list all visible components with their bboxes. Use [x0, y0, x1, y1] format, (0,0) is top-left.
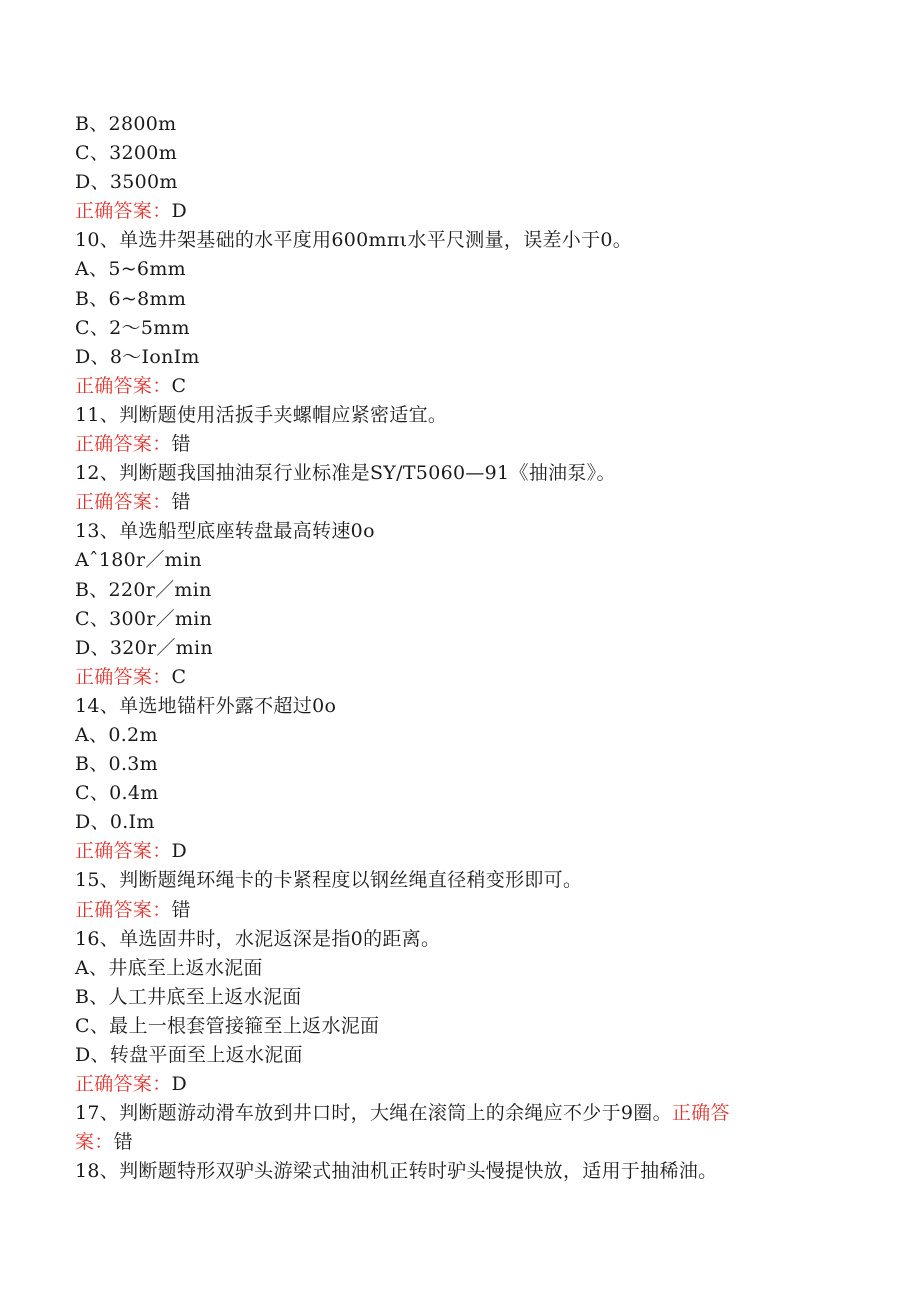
question-18	[75, 1157, 835, 1186]
option-line	[75, 750, 835, 779]
answer-value: 错	[171, 433, 191, 456]
option-text: A、井底至上返水泥面	[75, 956, 263, 979]
question-list	[75, 110, 835, 1099]
answer-label-part2: 案：	[75, 1131, 114, 1154]
document-page	[75, 110, 835, 1186]
option-text: D、0.Im	[75, 811, 155, 834]
option-line	[75, 314, 835, 343]
question-text: 10、单选井架基础的水平度用600mπι水平尺测量，误差小于0。	[75, 229, 633, 252]
option-text: A、0.2m	[75, 723, 158, 746]
option-line	[75, 110, 835, 139]
question-text: 15、判断题绳环绳卡的卡紧程度以钢丝绳直径稍变形即可。	[75, 869, 583, 892]
option-text: C、2～5mm	[75, 316, 190, 339]
option-line	[75, 255, 835, 284]
option-text: D、转盘平面至上返水泥面	[75, 1044, 303, 1066]
answer-line	[75, 197, 835, 226]
answer-value: 错	[171, 898, 191, 921]
option-text: C、300r／min	[75, 607, 213, 630]
option-line	[75, 721, 835, 750]
answer-label-part1: 正确答	[671, 1102, 730, 1125]
answer-value: D	[171, 840, 188, 863]
option-line	[75, 285, 835, 314]
option-line	[75, 139, 835, 168]
option-line	[75, 605, 835, 634]
option-line	[75, 546, 835, 575]
option-text: D、320r／min	[75, 636, 213, 659]
option-line	[75, 1041, 835, 1070]
question-text: 11、判断题使用活扳手夹螺帽应紧密适宜。	[75, 403, 448, 426]
answer-value: 错	[113, 1131, 133, 1154]
option-text: C、3200m	[75, 142, 178, 165]
question-line	[75, 517, 835, 546]
answer-line	[75, 488, 835, 517]
option-text: A、5~6mm	[75, 258, 186, 281]
answer-label: 正确答案：	[75, 491, 172, 514]
question-text: 12、判断题我国抽油泵行业标准是SY/T5060—91《抽油泵》。	[75, 462, 616, 485]
question-text: 18、判断题特形双驴头游梁式抽油机正转时驴头慢提快放，适用于抽稀油。	[75, 1160, 718, 1183]
option-line	[75, 779, 835, 808]
option-text: B、0.3m	[75, 753, 158, 776]
answer-label: 正确答案：	[75, 374, 172, 397]
answer-line	[75, 430, 835, 459]
option-text: B、2800m	[75, 113, 177, 135]
answer-line	[75, 372, 835, 401]
answer-value: 错	[171, 491, 191, 514]
question-line	[75, 925, 835, 954]
answer-label: 正确答案：	[75, 433, 172, 456]
answer-value: D	[171, 200, 188, 223]
question-17-text: 17、判断题游动滑车放到井口时，大绳在滚筒上的余绳应不少于9圈。	[75, 1102, 672, 1125]
question-text: 16、单选固井时，水泥返深是指0的距离。	[75, 927, 441, 950]
option-line	[75, 168, 835, 197]
question-line	[75, 692, 835, 721]
question-line	[75, 866, 835, 895]
option-text: C、0.4m	[75, 782, 159, 805]
answer-line	[75, 663, 835, 692]
question-line	[75, 226, 835, 255]
option-line	[75, 634, 835, 663]
answer-value: D	[171, 1073, 188, 1096]
question-text: 13、单选船型底座转盘最高转速0o	[75, 520, 375, 543]
option-line	[75, 1012, 835, 1041]
option-text: Aˆ180r／min	[75, 549, 202, 572]
option-line	[75, 576, 835, 605]
answer-label: 正确答案：	[75, 665, 172, 688]
option-text: B、220r／min	[75, 578, 212, 601]
answer-label: 正确答案：	[75, 200, 172, 223]
option-line	[75, 808, 835, 837]
question-text: 14、单选地锚杆外露不超过0o	[75, 694, 337, 717]
option-text: D、3500m	[75, 171, 178, 194]
option-text: B、人工井底至上返水泥面	[75, 985, 302, 1008]
answer-line	[75, 837, 835, 866]
question-17-line1	[75, 1099, 835, 1128]
option-line	[75, 343, 835, 372]
answer-line	[75, 896, 835, 925]
answer-line	[75, 1070, 835, 1099]
option-text: B、6~8mm	[75, 287, 187, 310]
question-line	[75, 459, 835, 488]
answer-value: C	[171, 665, 187, 688]
question-17-line2	[75, 1128, 835, 1157]
option-line	[75, 954, 835, 983]
question-line	[75, 401, 835, 430]
option-line	[75, 983, 835, 1012]
option-text: D、8～IonIm	[75, 345, 200, 368]
answer-label: 正确答案：	[75, 1073, 172, 1096]
option-text: C、最上一根套管接箍至上返水泥面	[75, 1014, 380, 1037]
answer-label: 正确答案：	[75, 898, 172, 921]
answer-label: 正确答案：	[75, 840, 172, 863]
answer-value: C	[171, 374, 187, 397]
